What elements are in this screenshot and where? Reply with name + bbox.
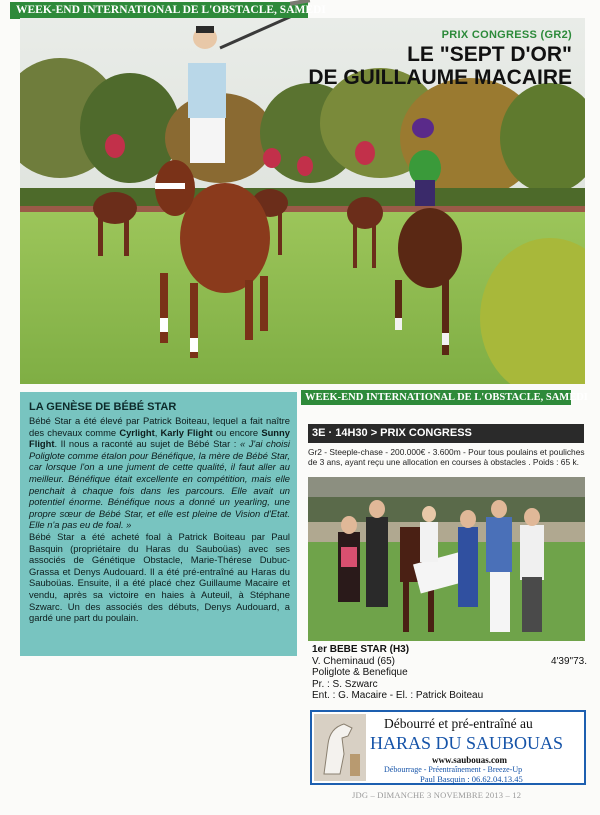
race-header-bar	[308, 424, 584, 443]
horse-icon	[314, 714, 366, 781]
winner-time: 4'39"73.	[550, 656, 587, 667]
horse-name: Cyrlight	[119, 426, 155, 438]
winner-pedigree: Poliglote & Benefique	[312, 667, 408, 679]
horse-name: Karly Flight	[160, 426, 213, 438]
winner-trainer: Ent. : G. Macaire - El. : Patrick Boiteau	[312, 690, 484, 702]
ad-website-link[interactable]: www.saubouas.com	[432, 755, 508, 765]
ad-haras-name: HARAS DU SAUBOUAS	[370, 733, 564, 753]
headline-line-2: DE GUILLAUME MACAIRE	[308, 66, 572, 89]
ad-contact: Paul Basquin : 06.62.04.13.45	[420, 774, 523, 784]
section-banner-mid	[301, 390, 588, 405]
ad-horse-image	[314, 714, 366, 781]
ad-services: Débourrage - Préentraînement - Breeze-Up	[384, 765, 523, 774]
prix-label: PRIX CONGRESS (GR2)	[441, 29, 572, 41]
winner-jockey: V. Cheminaud (65)	[312, 655, 396, 667]
genese-paragraph-2: Bébé Star a été acheté foal à Patrick Boiteau par Paul Basquin (propriétaire du Haras du Sauboüas) avec ses associés de Génétique Obstacle, Marie-Thérese Dubuc-Grassa et Denys Audouard. Il a été pré-entraîné au Haras du Sauboüas. Ensuite, il a été placé chez Guillaume Macaire et vendu, après sa victoire en haies à Auteuil, à Stéphane Szwarc. Un des associés des débuts, Denys Audouard, a gardé une part du poulain.	[29, 530, 290, 624]
winner-owner: Pr. : S. Szwarc	[312, 678, 378, 690]
winner-group-illustration	[308, 477, 585, 641]
race-result	[312, 644, 587, 702]
genese-text: Bébé Star a été élevé par Patrick Boiteau, lequel a fait naître des chevaux comme	[29, 415, 290, 438]
headline-line-1: LE "SEPT D'OR"	[407, 43, 572, 66]
section-banner-text: WEEK-END INTERNATIONAL DE L'OBSTACLE, SAMEDI	[16, 4, 326, 16]
breeder-quote: « J'ai choisi Poliglote comme étalon pour Bénéfique, la mère de Bébé Star, car lorsque l'on a une jument de cette qualité, il faut aller au meilleur. Bénéfique était excellente en compétition, mais elle penchait à chaque fois dans les parcours. Elle avait un potentiel énorme. Bénéfique nous a donné un yearling, une propre sœur de Bébé Star, et elle est pleine de Vision d'Etat. Elle n'a pas eu de foal. »	[29, 438, 290, 531]
winner-line: 1er BEBE STAR (H3)	[312, 644, 410, 655]
genese-text: ,	[154, 426, 161, 438]
section-banner-top	[10, 2, 326, 19]
race-header: 3E · 14H30 > PRIX CONGRESS	[312, 427, 472, 439]
horse-name: Sunny Flight	[29, 426, 290, 450]
genese-sidebar	[20, 392, 297, 656]
page-footer: JDG – DIMANCHE 3 NOVEMBRE 2013 – 12	[352, 790, 522, 800]
genese-text: . Il nous a raconté au sujet de Bébé Star :	[54, 438, 240, 450]
ad-title: Débourré et pré-entraîné au	[384, 716, 533, 731]
genese-text: ou encore	[212, 426, 262, 438]
section-banner-text: WEEK-END INTERNATIONAL DE L'OBSTACLE, SAMEDI	[305, 392, 588, 403]
haras-advertisement[interactable]	[310, 710, 586, 785]
race-description: Gr2 - Steeple-chase - 200.000€ - 3.600m - Pour tous poulains et pouliches de 3 ans, ayant reçu une allocation en courses à obstacles . Poids : 65 k.	[308, 447, 585, 468]
genese-title: LA GENÈSE DE BÉBÉ STAR	[29, 401, 177, 413]
winner-circle-photo	[308, 477, 585, 641]
article-headline	[308, 43, 572, 89]
genese-paragraph-1	[29, 415, 290, 531]
